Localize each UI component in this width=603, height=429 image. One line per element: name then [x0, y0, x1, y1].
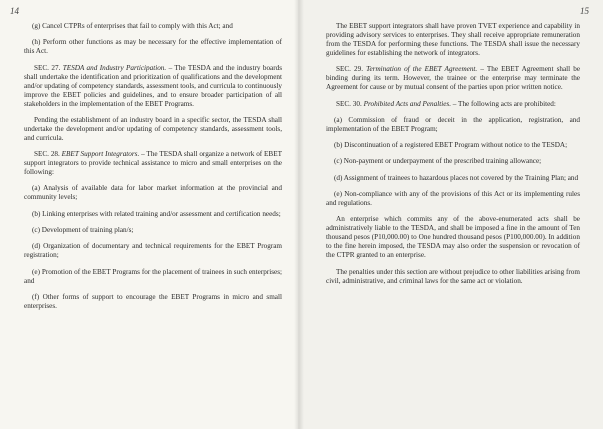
sec30-item-b: (b) Discontinuation of a registered EBET Program without notice to the TESDA; — [334, 141, 568, 150]
sec29-body: – The EBET Agreement shall be binding during its term. However, the trainee or the enterprise may terminate the Agreement for cause or by mutual consent of the parties upon prior written notice. — [326, 65, 581, 92]
sec28-title: EBET Support Integrators. — [61, 150, 140, 159]
sec28-item-f: (f) Other forms of support to encourage the EBET Programs in micro and small enterprises. — [24, 292, 282, 310]
left-page-text — [24, 22, 282, 318]
sec29-title: Termination of the EBET Agreement. — [366, 65, 478, 74]
sec30-item-d: (d) Assignment of trainees to hazardous places not covered by the Training Plan; and — [334, 173, 579, 182]
sec28-label: SEC. 28. — [34, 150, 60, 159]
sec30-title: Prohibited Acts and Penalties. — [363, 99, 451, 108]
sec30-body: – The following acts are prohibited: — [452, 99, 556, 108]
sec30-label: SEC. 30. — [336, 99, 362, 108]
closing-paragraph: The penalties under this section are without prejudice to other liabilities arising from civil, administrative, and criminal laws for the same act or violation. — [326, 267, 580, 285]
pending-paragraph: Pending the establishment of an industry board in a specific sector, the TESDA shall undertake the development and/or updating of competency standards, assessment tools, and curricula. — [24, 115, 282, 142]
page-number-right: 15 — [580, 6, 589, 16]
penalty-paragraph: An enterprise which commits any of the above-enumerated acts shall be administratively liable to the TESDA, and shall be imposed a fine in the amount of Ten thousand pesos (P10,000.00) to One hundred thousand pesos (P100,000.00). In addition to the fine herein imposed, the TESDA may also order the suspension or revocation of the CTPR granted to an enterprise. — [326, 215, 580, 260]
sec28-item-e: (e) Promotion of the EBET Programs for the placement of trainees in such enterprises; and — [24, 267, 282, 285]
left-page — [0, 0, 298, 429]
sec30-item-a: (a) Commission of fraud or deceit in the application, registration, and implementation of the EBET Program; — [326, 115, 580, 133]
page-number-left: 14 — [10, 6, 19, 16]
sec28-body: – The TESDA shall organize a network of EBET support integrators to provide technical assistance to micro and small enterprises on the following: — [24, 150, 282, 177]
sec28-item-b: (b) Linking enterprises with related training and/or assessment and certification needs; — [32, 209, 281, 218]
integrators-paragraph: The EBET support integrators shall have proven TVET experience and capability in providing advisory services to enterprises. They shall receive appropriate remuneration from the TESDA for performing these functions. The TESDA shall issue the necessary guidelines for establishing the network of integrators. — [326, 22, 580, 57]
sec30-item-c: (c) Non-payment or underpayment of the prescribed training allowance; — [334, 157, 542, 166]
sec28-item-a: (a) Analysis of available data for labor market information at the provincial and community levels; — [24, 184, 282, 202]
sec27-body: – The TESDA and the industry boards shall undertake the identification and prioritization of qualifications and the development and/or updating of competency standards, assessment tools, and curricula to continuously improve the EBET policies and guidelines, and to ensure broader participation of all stakeholders in the implementation of the EBET Programs. — [24, 63, 283, 108]
sec30-item-e: (e) Non-compliance with any of the provisions of this Act or its implementing rules and regulations. — [326, 190, 580, 208]
section-27 — [24, 64, 282, 109]
sec28-item-d: (d) Organization of documentary and technical requirements for the EBET Program registration; — [24, 242, 282, 260]
sec27-title: TESDA and Industry Participation. — [62, 63, 167, 72]
item-g: (g) Cancel CTPRs of enterprises that fail to comply with this Act; and — [32, 22, 233, 30]
right-page — [298, 0, 603, 429]
item-h: (h) Perform other functions as may be necessary for the effective implementation of this Act. — [24, 38, 282, 56]
sec28-item-c: (c) Development of training plan/s; — [32, 226, 134, 235]
sec27-label: SEC. 27. — [34, 63, 61, 72]
book-gutter — [294, 0, 304, 429]
section-28 — [24, 150, 282, 177]
section-29 — [326, 65, 580, 92]
right-page-text — [326, 22, 580, 293]
sec29-label: SEC. 29. — [336, 65, 364, 74]
section-30 — [326, 100, 580, 109]
